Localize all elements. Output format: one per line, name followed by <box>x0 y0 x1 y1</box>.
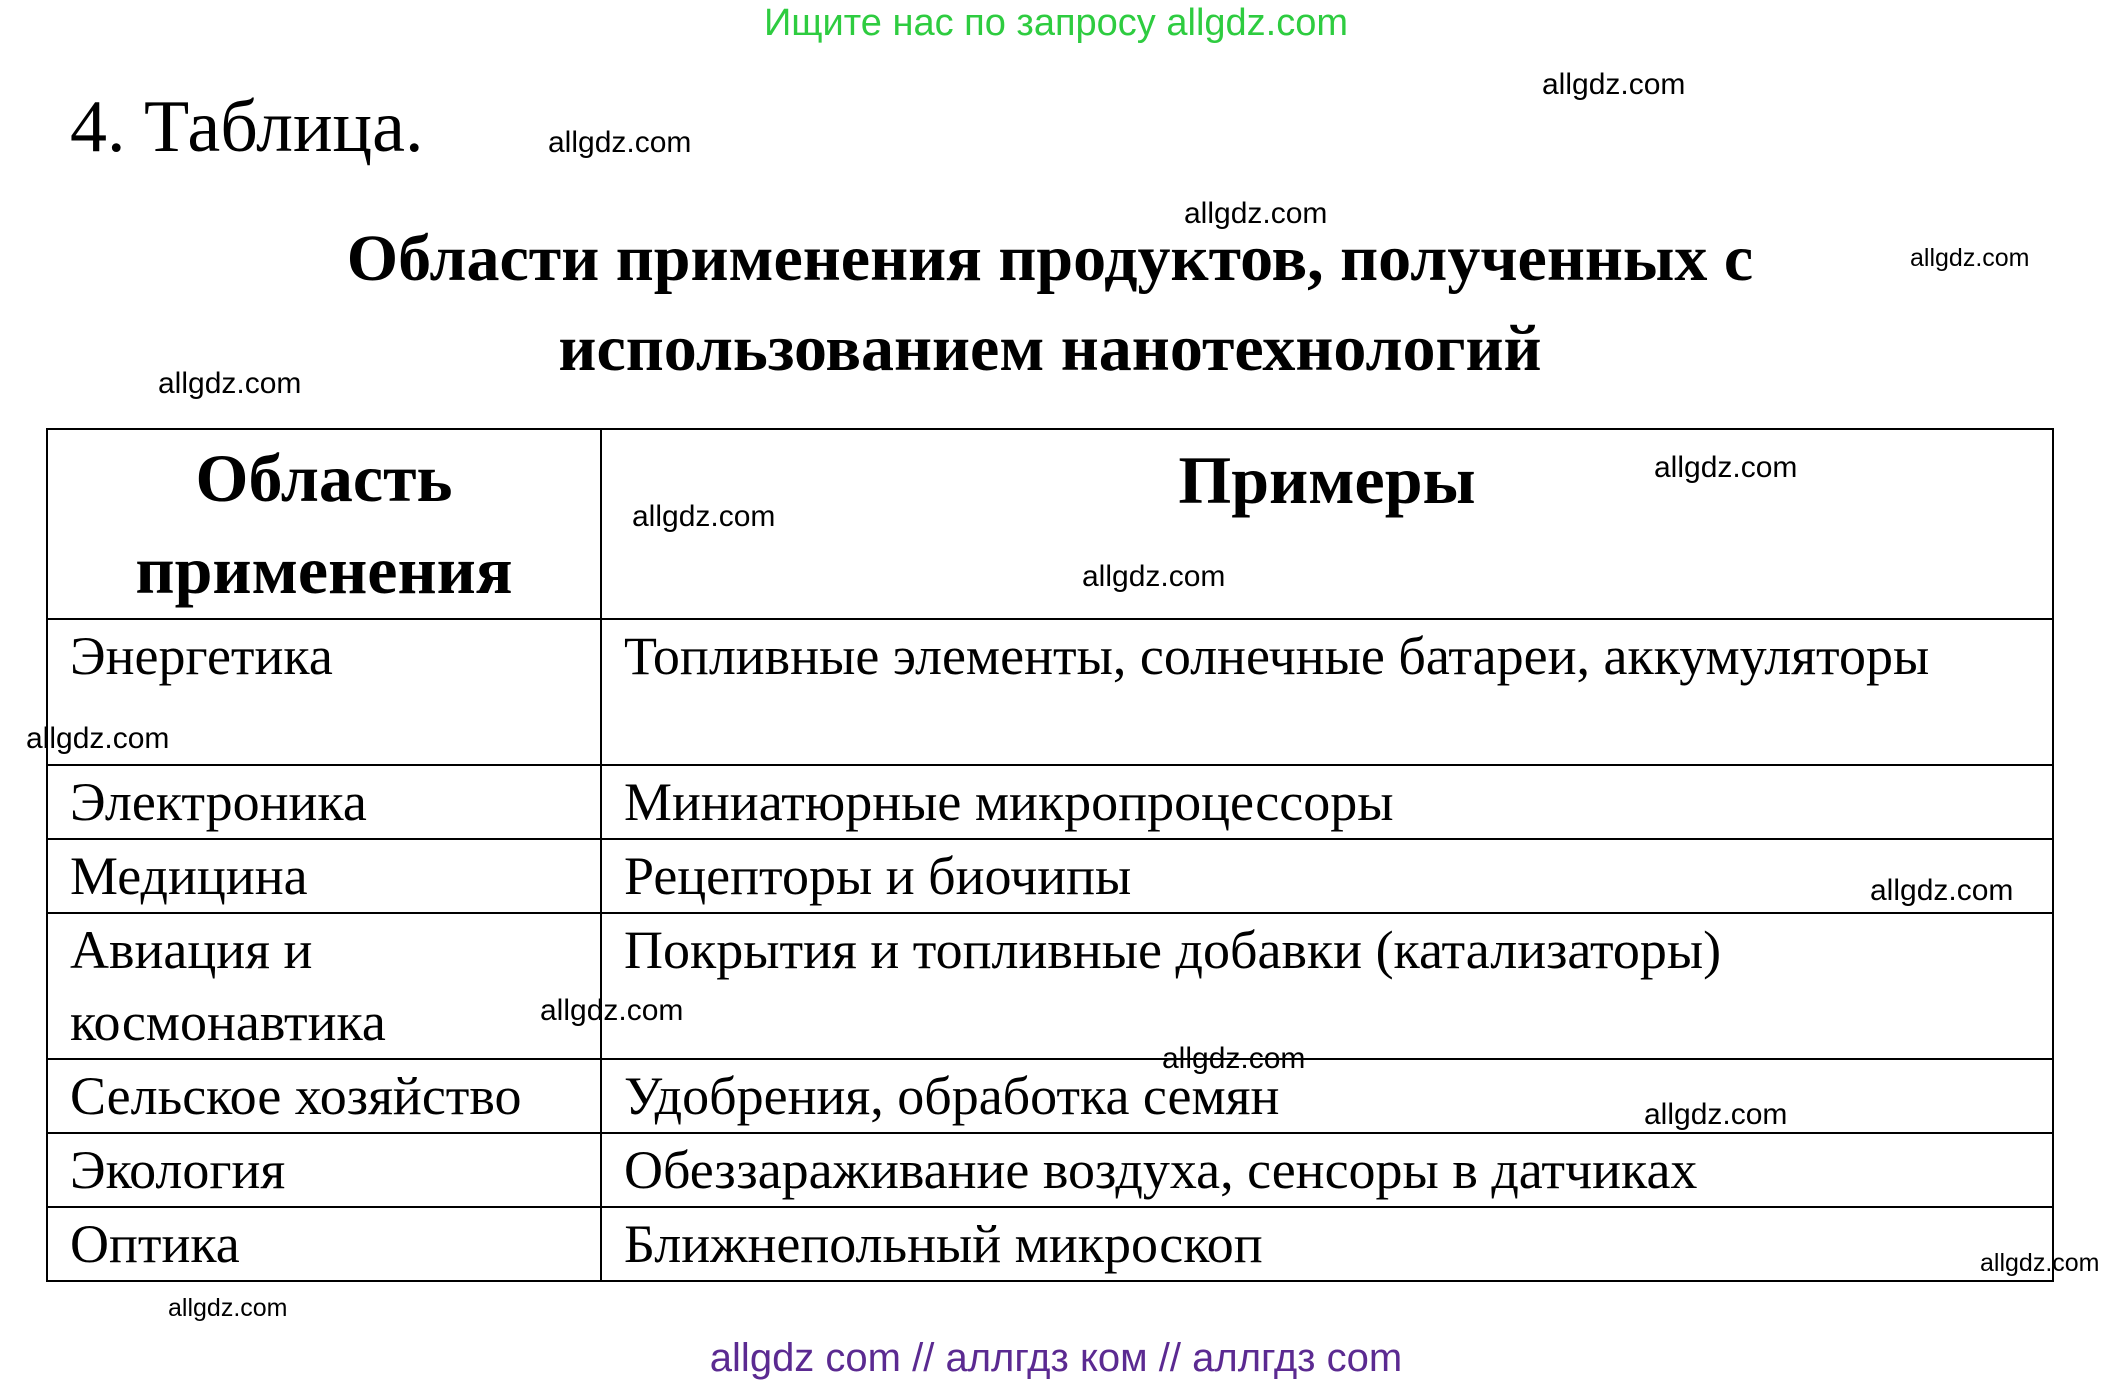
row-area: Сельское хозяйство <box>47 1059 601 1133</box>
watermark: allgdz.com <box>158 367 302 400</box>
section-heading: 4. Таблица. <box>70 86 424 168</box>
table-row <box>47 913 2053 1059</box>
watermark: allgdz.com <box>1870 874 2014 907</box>
watermark: allgdz.com <box>1644 1098 1788 1131</box>
promo-banner: Ищите нас по запросу allgdz.com <box>763 2 1348 44</box>
row-examples: Покрытия и топливные добавки (катализаторы) <box>601 913 2053 1059</box>
watermark: allgdz.com <box>1980 1249 2100 1277</box>
table-header-row <box>47 429 2053 619</box>
row-area: Электроника <box>47 765 601 839</box>
table-row <box>47 1207 2053 1281</box>
table-row <box>47 839 2053 913</box>
row-examples: Рецепторы и биочипы <box>601 839 2053 913</box>
row-examples: Миниатюрные микропроцессоры <box>601 765 2053 839</box>
header-examples: Примеры <box>601 429 2053 619</box>
table-row <box>47 765 2053 839</box>
row-area: Оптика <box>47 1207 601 1281</box>
watermark: allgdz.com <box>1910 244 2030 272</box>
watermark: allgdz.com <box>1162 1042 1306 1075</box>
watermark: allgdz.com <box>1654 451 1798 484</box>
watermark: allgdz.com <box>548 126 692 159</box>
row-area: Авиация и космонавтика <box>47 913 601 1059</box>
watermark: allgdz.com <box>1082 560 1226 593</box>
watermark: allgdz.com <box>632 500 776 533</box>
table-title: Области применения продуктов, полученных с использованием нанотехнологий <box>346 222 1754 385</box>
footer-links: allgdz com // аллгдз ком // аллгдз com <box>709 1336 1403 1380</box>
table-row <box>47 619 2053 765</box>
row-examples: Удобрения, обработка семян <box>601 1059 2053 1133</box>
table-row <box>47 1133 2053 1207</box>
watermark: allgdz.com <box>540 994 684 1027</box>
row-examples: Обеззараживание воздуха, сенсоры в датчиках <box>601 1133 2053 1207</box>
row-examples: Топливные элементы, солнечные батареи, аккумуляторы <box>601 619 2053 765</box>
watermark: allgdz.com <box>168 1294 288 1322</box>
row-area: Медицина <box>47 839 601 913</box>
applications-table <box>46 428 2054 1282</box>
watermark: allgdz.com <box>1542 68 1686 101</box>
header-area: Область применения <box>47 429 601 619</box>
table-row <box>47 1059 2053 1133</box>
watermark: allgdz.com <box>1184 197 1328 230</box>
row-area: Экология <box>47 1133 601 1207</box>
watermark: allgdz.com <box>26 722 170 755</box>
row-area: Энергетика <box>47 619 601 765</box>
row-examples: Ближнепольный микроскоп <box>601 1207 2053 1281</box>
